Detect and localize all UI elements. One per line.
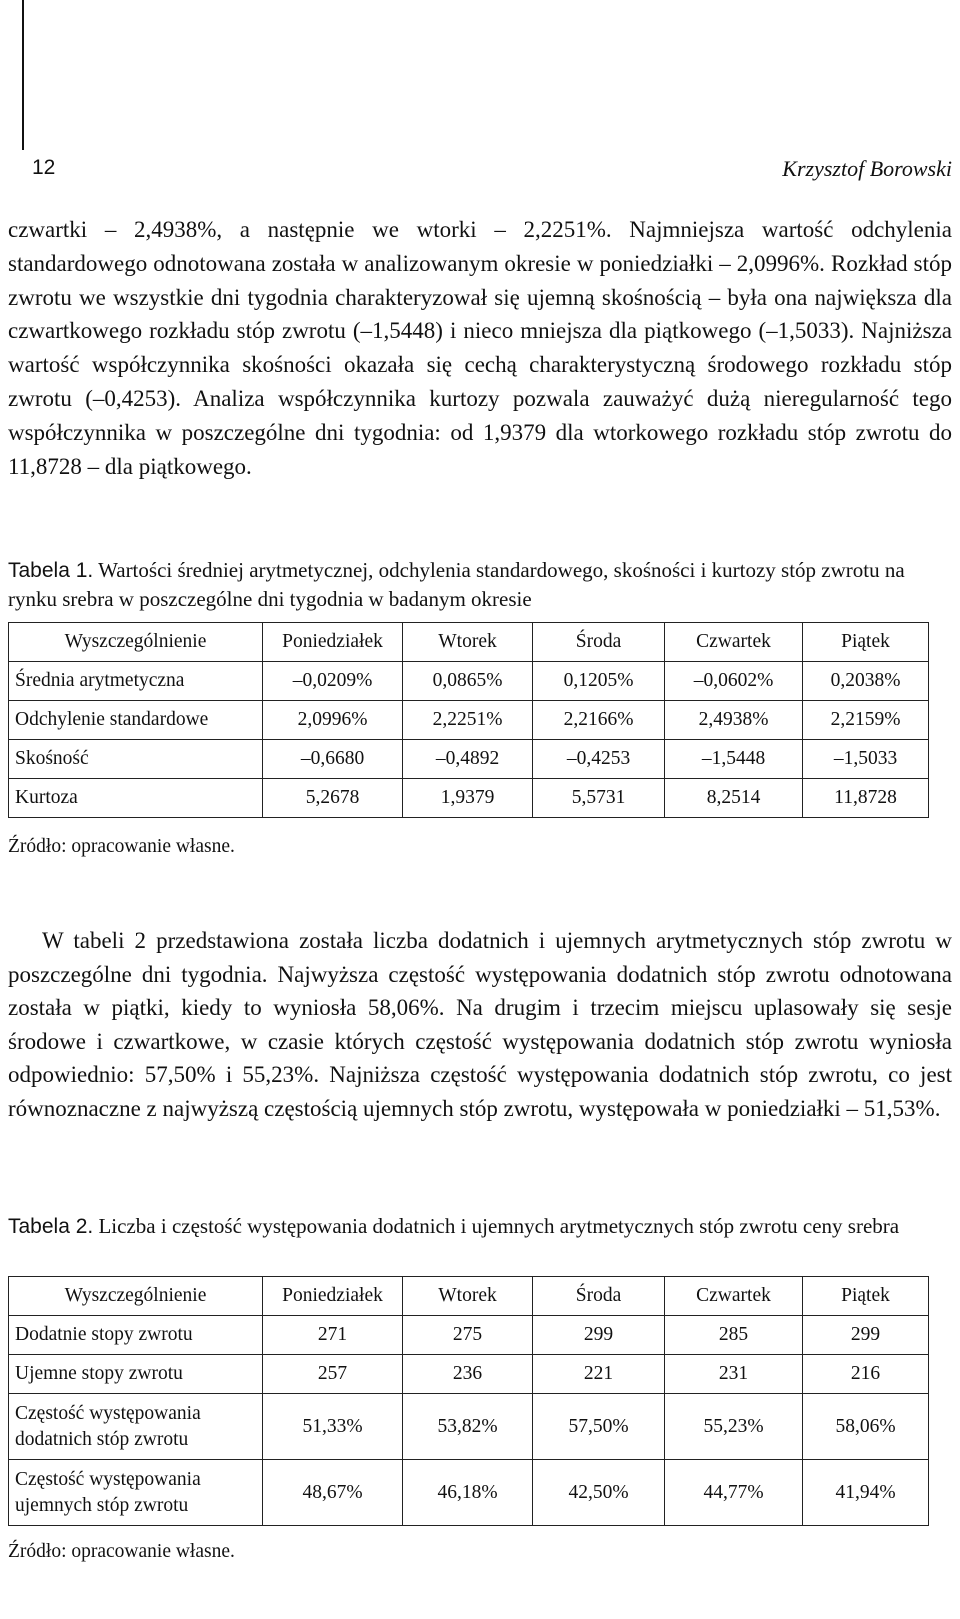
table-cell: –0,0602% (665, 662, 803, 701)
table-cell: 299 (803, 1316, 929, 1355)
page-header (32, 156, 952, 190)
table-cell: 5,5731 (533, 779, 665, 818)
margin-rule (22, 0, 24, 150)
table2-header-cell: Piątek (803, 1277, 929, 1316)
table-cell: 51,33% (263, 1394, 403, 1460)
row-label: Ujemne stopy zwrotu (9, 1355, 263, 1394)
row-label: Częstość występowania ujemnych stóp zwrotu (9, 1460, 263, 1526)
table-cell: 1,9379 (403, 779, 533, 818)
table1-caption-label: Tabela 1. (8, 559, 94, 582)
table2-caption (8, 1212, 952, 1241)
table-cell: 2,2251% (403, 701, 533, 740)
table-cell: 236 (403, 1355, 533, 1394)
table-cell: –1,5448 (665, 740, 803, 779)
table-row (9, 1355, 929, 1394)
table-row (9, 1316, 929, 1355)
table1-caption (8, 556, 952, 614)
table-row (9, 662, 929, 701)
table-cell: 5,2678 (263, 779, 403, 818)
table1-header-cell: Wtorek (403, 623, 533, 662)
table-cell: 11,8728 (803, 779, 929, 818)
row-label: Kurtoza (9, 779, 263, 818)
table2-header-cell: Wyszczególnienie (9, 1277, 263, 1316)
table-cell: 8,2514 (665, 779, 803, 818)
table2-header-row (9, 1277, 929, 1316)
table1-header-cell: Środa (533, 623, 665, 662)
table2-header-cell: Środa (533, 1277, 665, 1316)
page-number: 12 (32, 156, 56, 179)
table-cell: –0,4892 (403, 740, 533, 779)
row-label: Częstość występowania dodatnich stóp zwrotu (9, 1394, 263, 1460)
table1-header-cell: Poniedziałek (263, 623, 403, 662)
table-cell: 44,77% (665, 1460, 803, 1526)
table1 (8, 622, 929, 818)
table-cell: 42,50% (533, 1460, 665, 1526)
table1-caption-text: Wartości średniej arytmetycznej, odchylenia standardowego, skośności i kurtozy stóp zwrotu na rynku srebra w poszczególne dni tygodnia w badanym okresie (8, 558, 905, 611)
table-cell: 46,18% (403, 1460, 533, 1526)
table1-header-cell: Wyszczególnienie (9, 623, 263, 662)
table-cell: 2,0996% (263, 701, 403, 740)
table2-header-cell: Czwartek (665, 1277, 803, 1316)
table-cell: 221 (533, 1355, 665, 1394)
table2-header-cell: Poniedziałek (263, 1277, 403, 1316)
table2-caption-label: Tabela 2. (8, 1215, 94, 1238)
table-cell: 275 (403, 1316, 533, 1355)
table-cell: 2,2159% (803, 701, 929, 740)
table-row (9, 779, 929, 818)
table2-source: Źródło: opracowanie własne. (8, 1541, 235, 1562)
table-cell: –0,6680 (263, 740, 403, 779)
table-cell: –0,4253 (533, 740, 665, 779)
table-cell: 58,06% (803, 1394, 929, 1460)
table-cell: 257 (263, 1355, 403, 1394)
table1-header-row (9, 623, 929, 662)
table1-source: Źródło: opracowanie własne. (8, 836, 235, 857)
table-cell: –0,0209% (263, 662, 403, 701)
row-label: Dodatnie stopy zwrotu (9, 1316, 263, 1355)
table-cell: 41,94% (803, 1460, 929, 1526)
table-row (9, 740, 929, 779)
row-label: Średnia arytmetyczna (9, 662, 263, 701)
table-cell: 0,1205% (533, 662, 665, 701)
table1-header-cell: Piątek (803, 623, 929, 662)
table-cell: –1,5033 (803, 740, 929, 779)
table1-header-cell: Czwartek (665, 623, 803, 662)
row-label: Skośność (9, 740, 263, 779)
table-row (9, 1460, 929, 1526)
table-cell: 55,23% (665, 1394, 803, 1460)
table-cell: 285 (665, 1316, 803, 1355)
table-cell: 231 (665, 1355, 803, 1394)
table-row (9, 701, 929, 740)
running-author: Krzysztof Borowski (782, 156, 952, 181)
table-cell: 2,2166% (533, 701, 665, 740)
table2-caption-text: Liczba i częstość występowania dodatnich i ujemnych arytmetycznych stóp zwrotu ceny srebra (93, 1214, 900, 1238)
table2-header-cell: Wtorek (403, 1277, 533, 1316)
table-cell: 2,4938% (665, 701, 803, 740)
body-paragraph-2: W tabeli 2 przedstawiona została liczba dodatnich i ujemnych arytmetycznych stóp zwrotu w poszczególne dni tygodnia. Najwyższa częstość występowania dodatnich stóp zwrotu odnotowana została w piątki, kiedy to wyniosła 58,06%. Na drugim i trzecim miejscu uplasowały się sesje środowe i czwartkowe, w czasie których częstość występowania dodatnich stóp zwrotu wyniosła odpowiednio: 57,50% i 55,23%. Najniższa częstość występowania dodatnich stóp zwrotu, co jest równoznaczne z najwyższą częstością ujemnych stóp zwrotu, występowała w poniedziałki – 51,53%. (8, 928, 952, 1121)
table-cell: 299 (533, 1316, 665, 1355)
table-cell: 57,50% (533, 1394, 665, 1460)
row-label: Odchylenie standardowe (9, 701, 263, 740)
table-row (9, 1394, 929, 1460)
table-cell: 0,0865% (403, 662, 533, 701)
body-paragraph-1: czwartki – 2,4938%, a następnie we wtorki – 2,2251%. Najmniejsza wartość odchylenia standardowego odnotowana została w analizowanym okresie w poniedziałki – 2,0996%. Rozkład stóp zwrotu we wszystkie dni tygodnia charakteryzował się ujemną skośnością – była ona największa dla czwartkowego rozkładu stóp zwrotu (–1,5448) i nieco mniejsza dla piątkowego (–1,5033). Najniższa wartość współczynnika skośności okazała się cechą charakterystyczną środowego rozkładu stóp zwrotu (–0,4253). Analiza współczynnika kurtozy pozwala zauważyć dużą nieregularność tego współczynnika w poszczególne dni tygodnia: od 1,9379 dla wtorkowego rozkładu stóp zwrotu do 11,8728 – dla piątkowego. (8, 217, 952, 479)
table-cell: 53,82% (403, 1394, 533, 1460)
table-cell: 271 (263, 1316, 403, 1355)
table-cell: 0,2038% (803, 662, 929, 701)
table-cell: 48,67% (263, 1460, 403, 1526)
table-cell: 216 (803, 1355, 929, 1394)
table2 (8, 1276, 929, 1526)
